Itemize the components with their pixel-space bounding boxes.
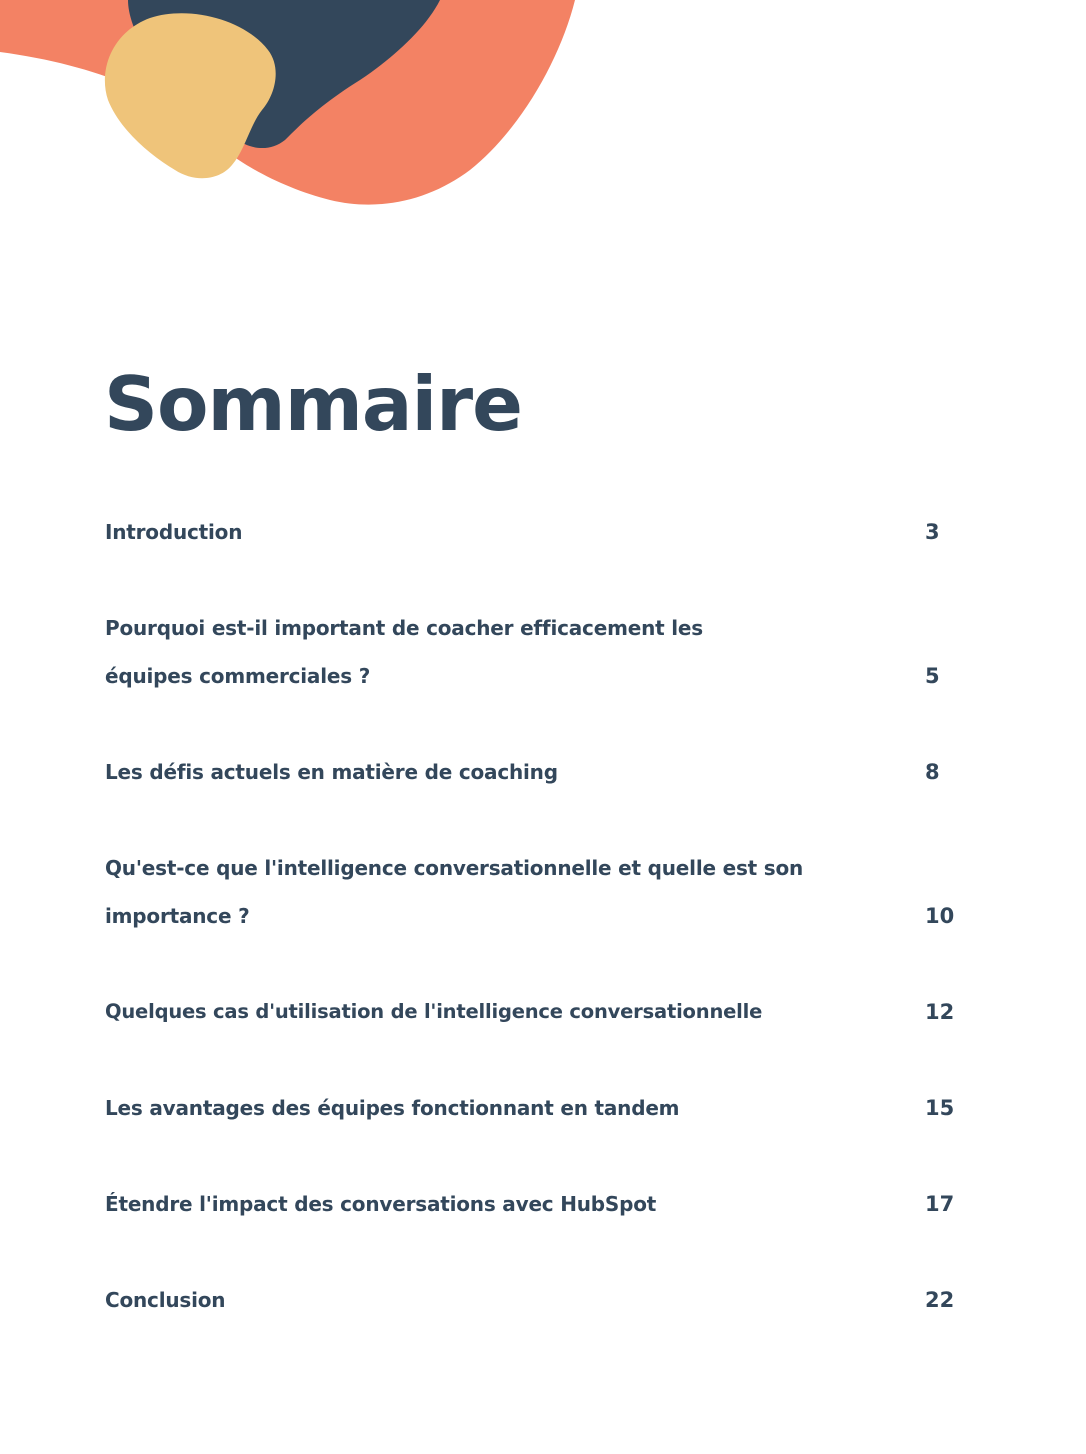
page-title: Sommaire xyxy=(104,360,523,448)
toc-entry-label: Introduction xyxy=(105,520,243,544)
toc-entry-label: Qu'est-ce que l'intelligence conversationnelle et quelle est son importance ? xyxy=(105,856,804,928)
toc-entry-tandem-benefits[interactable] xyxy=(105,1084,985,1132)
toc-entry-page-number: 8 xyxy=(925,760,940,784)
toc-entry-label: Conclusion xyxy=(105,1288,226,1312)
toc-entry-page-number: 22 xyxy=(925,1288,955,1312)
toc-entry-label: Les défis actuels en matière de coaching xyxy=(105,760,558,784)
toc-entry-coaching-importance[interactable] xyxy=(105,604,985,700)
toc-entry-page-number: 12 xyxy=(925,1000,955,1024)
table-of-contents xyxy=(105,508,985,1372)
decorative-blob-shapes xyxy=(0,0,600,210)
toc-entry-page-number: 10 xyxy=(925,904,955,928)
toc-entry-conversational-intelligence[interactable] xyxy=(105,844,985,940)
toc-entry-label: Étendre l'impact des conversations avec HubSpot xyxy=(105,1192,657,1216)
toc-entry-page-number: 3 xyxy=(925,520,940,544)
toc-entry-label: Les avantages des équipes fonctionnant en tandem xyxy=(105,1096,680,1120)
toc-entry-page-number: 5 xyxy=(925,664,940,688)
toc-entry-introduction[interactable] xyxy=(105,508,985,556)
toc-entry-label: Quelques cas d'utilisation de l'intelligence conversationnelle xyxy=(105,1000,763,1023)
toc-entry-label: Pourquoi est-il important de coacher efficacement les équipes commerciales ? xyxy=(105,616,703,688)
toc-entry-conclusion[interactable] xyxy=(105,1276,985,1324)
toc-entry-current-challenges[interactable] xyxy=(105,748,985,796)
toc-entry-page-number: 17 xyxy=(925,1192,955,1216)
toc-entry-hubspot-impact[interactable] xyxy=(105,1180,985,1228)
toc-entry-page-number: 15 xyxy=(925,1096,955,1120)
toc-entry-use-cases[interactable] xyxy=(105,988,985,1036)
